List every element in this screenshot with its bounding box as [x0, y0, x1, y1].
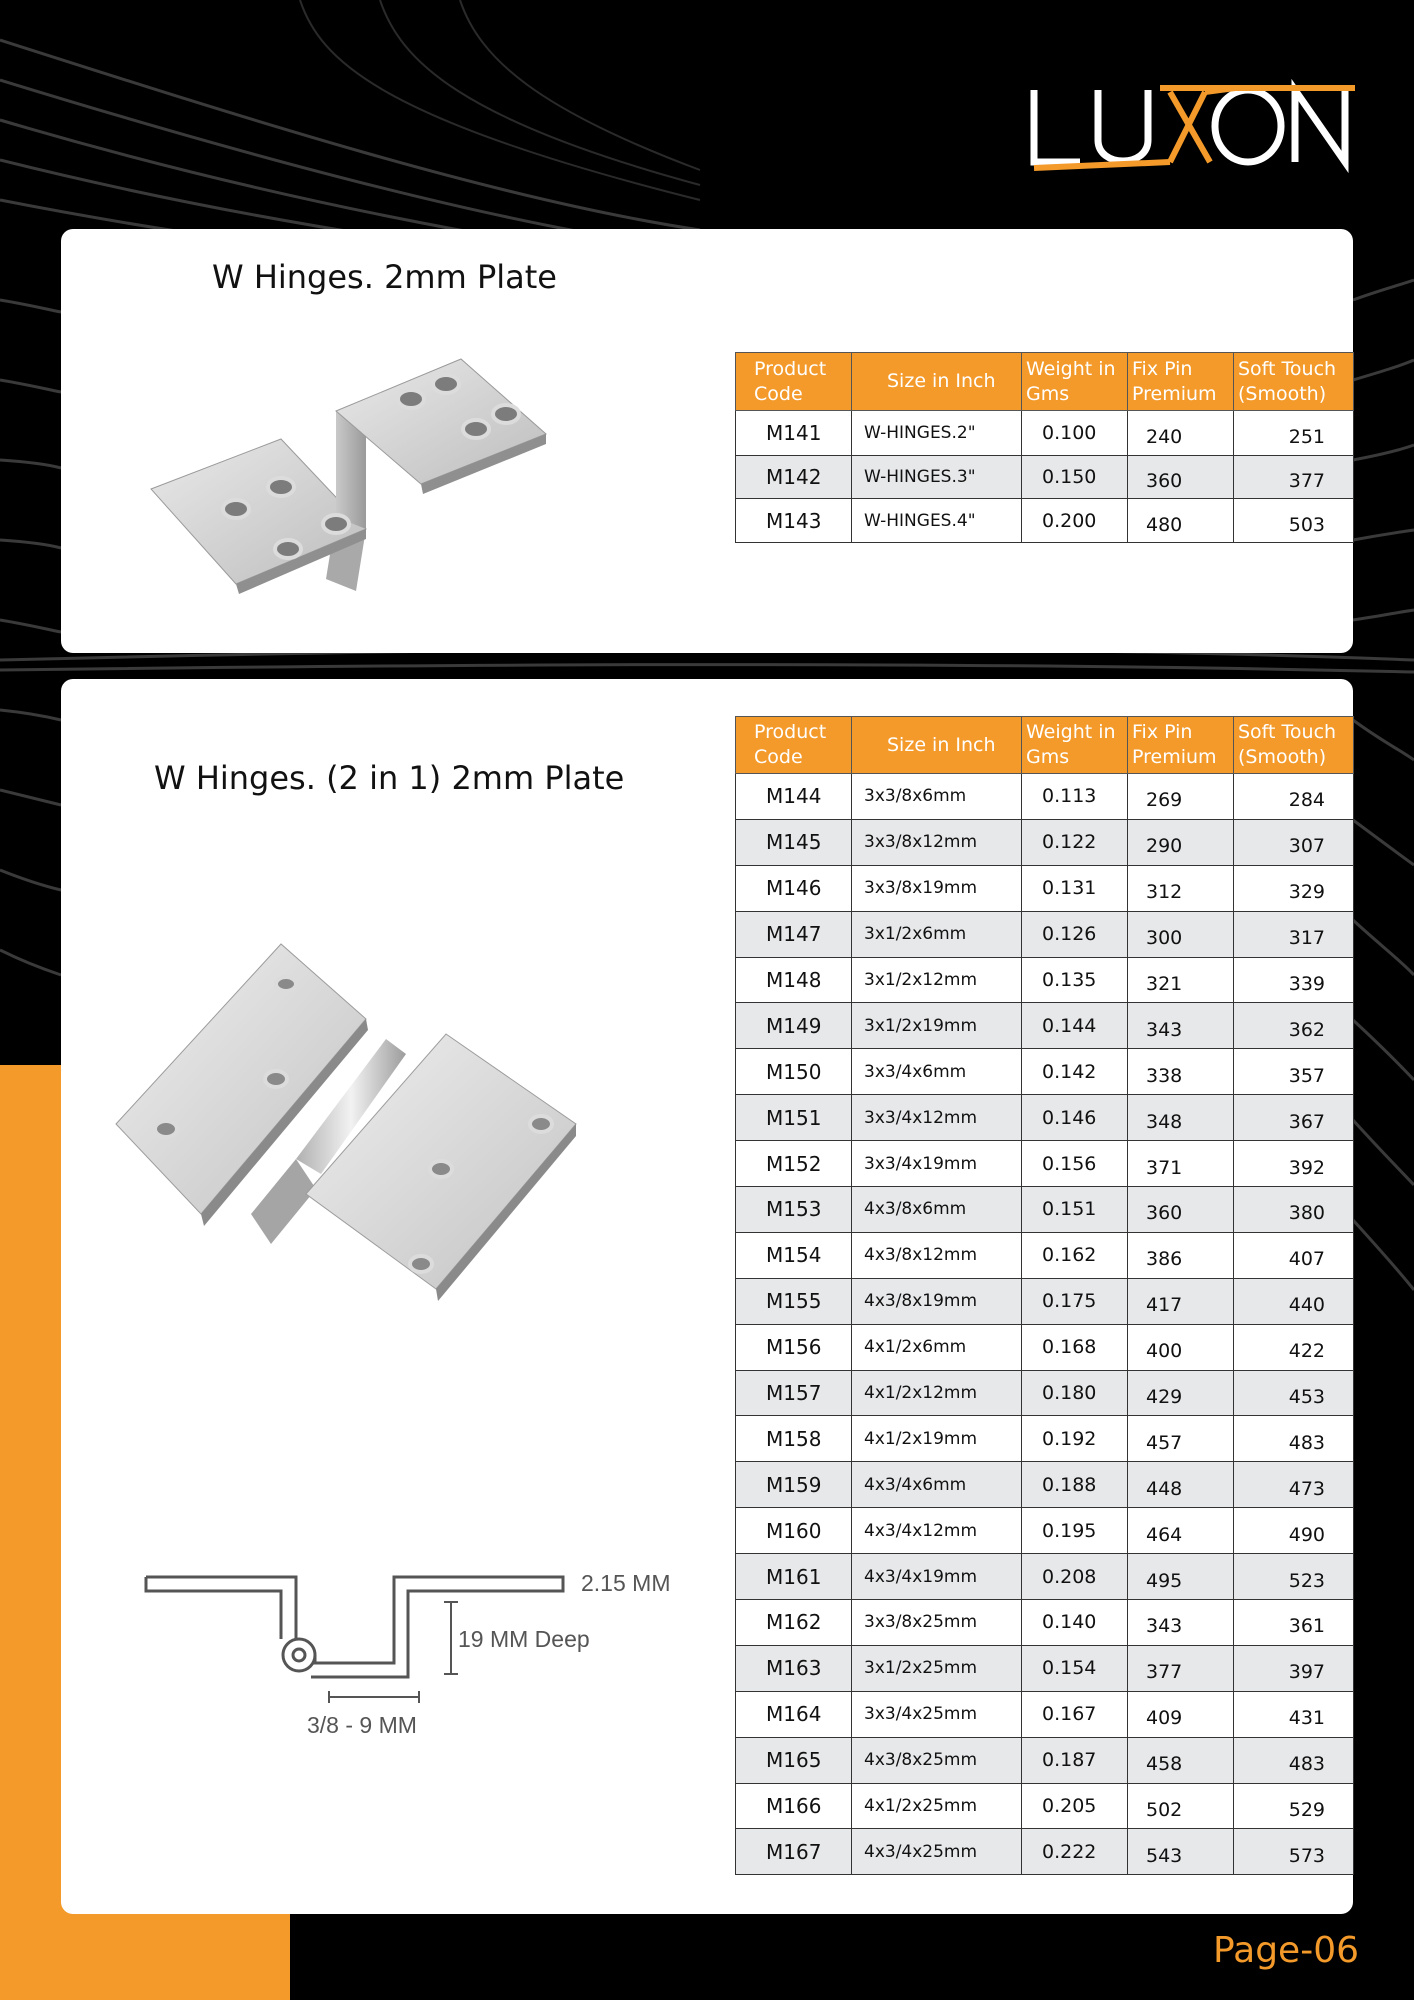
- cell-weight: 0.151: [1022, 1187, 1128, 1233]
- page-number: Page-06: [1213, 1930, 1359, 1971]
- table-row: [736, 774, 1354, 820]
- logo-text: [1030, 82, 1332, 172]
- cell-fix-pin: 290: [1128, 819, 1234, 865]
- cell-weight: 0.222: [1022, 1829, 1128, 1875]
- table-row: [736, 1829, 1354, 1875]
- table-header-row: [736, 353, 1354, 411]
- cell-code: M159: [736, 1462, 852, 1508]
- cell-soft-touch: 397: [1234, 1645, 1354, 1691]
- cell-fix-pin: 343: [1128, 1600, 1234, 1646]
- cell-fix-pin: 371: [1128, 1141, 1234, 1187]
- cell-code: M144: [736, 774, 852, 820]
- cell-weight: 0.180: [1022, 1370, 1128, 1416]
- cell-weight: 0.208: [1022, 1554, 1128, 1600]
- cell-fix-pin: 495: [1128, 1554, 1234, 1600]
- cell-weight: 0.192: [1022, 1416, 1128, 1462]
- header-product-code: Product Code: [736, 717, 852, 774]
- cell-size: 4x3/4x6mm: [852, 1462, 1022, 1508]
- cell-fix-pin: 457: [1128, 1416, 1234, 1462]
- cell-weight: 0.150: [1022, 456, 1128, 499]
- table-row: [736, 1645, 1354, 1691]
- cell-weight: 0.131: [1022, 865, 1128, 911]
- cell-weight: 0.154: [1022, 1645, 1128, 1691]
- cell-code: M142: [736, 456, 852, 499]
- cell-fix-pin: 543: [1128, 1829, 1234, 1875]
- cell-size: 3x3/4x19mm: [852, 1141, 1022, 1187]
- cell-fix-pin: 240: [1128, 411, 1234, 456]
- cell-code: M146: [736, 865, 852, 911]
- cell-weight: 0.146: [1022, 1095, 1128, 1141]
- cell-fix-pin: 386: [1128, 1232, 1234, 1278]
- table-row: [736, 1324, 1354, 1370]
- cell-code: M166: [736, 1783, 852, 1829]
- cell-weight: 0.122: [1022, 819, 1128, 865]
- table-row: [736, 1095, 1354, 1141]
- thickness-label: 2.15 MM: [581, 1570, 671, 1596]
- cell-soft-touch: 307: [1234, 819, 1354, 865]
- cell-size: 3x3/8x19mm: [852, 865, 1022, 911]
- cell-code: M158: [736, 1416, 852, 1462]
- table-header-row: [736, 717, 1354, 774]
- cell-size: 4x3/8x19mm: [852, 1278, 1022, 1324]
- table-row: [736, 1554, 1354, 1600]
- w-hinge-image: [151, 339, 621, 619]
- cell-size: 3x1/2x19mm: [852, 1003, 1022, 1049]
- cell-size: 3x3/4x12mm: [852, 1095, 1022, 1141]
- cell-fix-pin: 458: [1128, 1737, 1234, 1783]
- section-card-w-hinges-2in1: [61, 679, 1353, 1914]
- table-row: [736, 1783, 1354, 1829]
- cell-soft-touch: 473: [1234, 1462, 1354, 1508]
- table-row: [736, 1462, 1354, 1508]
- cell-fix-pin: 502: [1128, 1783, 1234, 1829]
- w-hinges-2in1-price-table: [735, 716, 1354, 1875]
- cell-size: 4x3/4x19mm: [852, 1554, 1022, 1600]
- cell-soft-touch: 367: [1234, 1095, 1354, 1141]
- cell-weight: 0.144: [1022, 1003, 1128, 1049]
- cell-size: 3x3/8x25mm: [852, 1600, 1022, 1646]
- header-product-code: Product Code: [736, 353, 852, 411]
- cell-fix-pin: 448: [1128, 1462, 1234, 1508]
- cell-weight: 0.126: [1022, 911, 1128, 957]
- cell-size: 3x3/4x6mm: [852, 1049, 1022, 1095]
- table-row: [736, 865, 1354, 911]
- w-hinges-price-table: [735, 352, 1354, 543]
- cell-code: M156: [736, 1324, 852, 1370]
- luxon-logo: [1030, 82, 1355, 172]
- table-row: [736, 1508, 1354, 1554]
- cell-size: W-HINGES.2": [852, 411, 1022, 456]
- header-soft-touch: Soft Touch (Smooth): [1234, 353, 1354, 411]
- table-row: [736, 1141, 1354, 1187]
- cell-soft-touch: 431: [1234, 1691, 1354, 1737]
- table-row: [736, 1600, 1354, 1646]
- cell-fix-pin: 429: [1128, 1370, 1234, 1416]
- table-row: [736, 957, 1354, 1003]
- table-row: [736, 1370, 1354, 1416]
- table-row: [736, 499, 1354, 543]
- cell-soft-touch: 329: [1234, 865, 1354, 911]
- table-row: [736, 1691, 1354, 1737]
- cell-size: 4x1/2x25mm: [852, 1783, 1022, 1829]
- table-row: [736, 1049, 1354, 1095]
- cell-weight: 0.188: [1022, 1462, 1128, 1508]
- cell-code: M164: [736, 1691, 852, 1737]
- cell-soft-touch: 339: [1234, 957, 1354, 1003]
- cell-soft-touch: 422: [1234, 1324, 1354, 1370]
- cell-soft-touch: 284: [1234, 774, 1354, 820]
- cell-code: M143: [736, 499, 852, 543]
- cell-fix-pin: 417: [1128, 1278, 1234, 1324]
- cell-weight: 0.162: [1022, 1232, 1128, 1278]
- cell-soft-touch: 361: [1234, 1600, 1354, 1646]
- cell-fix-pin: 409: [1128, 1691, 1234, 1737]
- depth-label: 19 MM Deep: [458, 1626, 590, 1652]
- cell-soft-touch: 251: [1234, 411, 1354, 456]
- cell-fix-pin: 400: [1128, 1324, 1234, 1370]
- cell-fix-pin: 360: [1128, 456, 1234, 499]
- section-title: W Hinges. 2mm Plate: [212, 258, 557, 296]
- cell-size: 3x1/2x25mm: [852, 1645, 1022, 1691]
- cell-soft-touch: 380: [1234, 1187, 1354, 1233]
- cell-weight: 0.200: [1022, 499, 1128, 543]
- cell-fix-pin: 377: [1128, 1645, 1234, 1691]
- table-row: [736, 1416, 1354, 1462]
- cell-code: M152: [736, 1141, 852, 1187]
- width-label: 3/8 - 9 MM: [307, 1712, 417, 1738]
- cell-size: 4x3/4x25mm: [852, 1829, 1022, 1875]
- cell-weight: 0.100: [1022, 411, 1128, 456]
- cell-size: 4x1/2x12mm: [852, 1370, 1022, 1416]
- table-row: [736, 1278, 1354, 1324]
- table-row: [736, 911, 1354, 957]
- cell-soft-touch: 362: [1234, 1003, 1354, 1049]
- cell-size: 4x3/8x25mm: [852, 1737, 1022, 1783]
- cell-weight: 0.175: [1022, 1278, 1128, 1324]
- cell-weight: 0.142: [1022, 1049, 1128, 1095]
- cell-code: M155: [736, 1278, 852, 1324]
- cell-weight: 0.156: [1022, 1141, 1128, 1187]
- table-row: [736, 1737, 1354, 1783]
- cell-code: M167: [736, 1829, 852, 1875]
- cell-soft-touch: 377: [1234, 456, 1354, 499]
- section-card-w-hinges: [61, 229, 1353, 653]
- cell-fix-pin: 348: [1128, 1095, 1234, 1141]
- cell-fix-pin: 300: [1128, 911, 1234, 957]
- header-weight: Weight in Gms: [1022, 353, 1128, 411]
- cell-code: M151: [736, 1095, 852, 1141]
- header-weight: Weight in Gms: [1022, 717, 1128, 774]
- table-row: [736, 1232, 1354, 1278]
- cell-size: 3x1/2x12mm: [852, 957, 1022, 1003]
- cell-size: 4x1/2x6mm: [852, 1324, 1022, 1370]
- header-size: Size in Inch: [852, 717, 1022, 774]
- cell-soft-touch: 529: [1234, 1783, 1354, 1829]
- cell-soft-touch: 440: [1234, 1278, 1354, 1324]
- cell-soft-touch: 483: [1234, 1737, 1354, 1783]
- cross-section-diagram: [141, 1539, 671, 1739]
- cell-size: W-HINGES.4": [852, 499, 1022, 543]
- cell-code: M165: [736, 1737, 852, 1783]
- cell-soft-touch: 573: [1234, 1829, 1354, 1875]
- table-row: [736, 411, 1354, 456]
- cell-soft-touch: 317: [1234, 911, 1354, 957]
- header-soft-touch: Soft Touch (Smooth): [1234, 717, 1354, 774]
- cell-size: W-HINGES.3": [852, 456, 1022, 499]
- cell-code: M149: [736, 1003, 852, 1049]
- table-body: [736, 774, 1354, 1875]
- cell-code: M163: [736, 1645, 852, 1691]
- cell-size: 3x3/8x12mm: [852, 819, 1022, 865]
- cell-size: 4x3/8x6mm: [852, 1187, 1022, 1233]
- cell-weight: 0.168: [1022, 1324, 1128, 1370]
- cell-code: M150: [736, 1049, 852, 1095]
- cell-soft-touch: 453: [1234, 1370, 1354, 1416]
- cell-fix-pin: 312: [1128, 865, 1234, 911]
- cell-soft-touch: 503: [1234, 499, 1354, 543]
- cell-weight: 0.205: [1022, 1783, 1128, 1829]
- cell-size: 4x3/4x12mm: [852, 1508, 1022, 1554]
- cell-code: M162: [736, 1600, 852, 1646]
- cell-code: M153: [736, 1187, 852, 1233]
- cell-code: M147: [736, 911, 852, 957]
- table-row: [736, 1003, 1354, 1049]
- w-hinge-2in1-image: [116, 944, 676, 1344]
- cell-fix-pin: 343: [1128, 1003, 1234, 1049]
- header-fix-pin: Fix Pin Premium: [1128, 717, 1234, 774]
- cell-fix-pin: 269: [1128, 774, 1234, 820]
- cell-weight: 0.187: [1022, 1737, 1128, 1783]
- cell-code: M145: [736, 819, 852, 865]
- cell-code: M160: [736, 1508, 852, 1554]
- cell-weight: 0.135: [1022, 957, 1128, 1003]
- cell-weight: 0.113: [1022, 774, 1128, 820]
- cell-fix-pin: 360: [1128, 1187, 1234, 1233]
- cell-code: M154: [736, 1232, 852, 1278]
- cell-code: M141: [736, 411, 852, 456]
- cell-fix-pin: 480: [1128, 499, 1234, 543]
- cell-fix-pin: 464: [1128, 1508, 1234, 1554]
- cell-code: M148: [736, 957, 852, 1003]
- table-row: [736, 819, 1354, 865]
- cell-soft-touch: 523: [1234, 1554, 1354, 1600]
- cell-size: 3x3/8x6mm: [852, 774, 1022, 820]
- cell-soft-touch: 490: [1234, 1508, 1354, 1554]
- cell-soft-touch: 392: [1234, 1141, 1354, 1187]
- cell-soft-touch: 357: [1234, 1049, 1354, 1095]
- cell-fix-pin: 321: [1128, 957, 1234, 1003]
- cell-size: 4x3/8x12mm: [852, 1232, 1022, 1278]
- cell-weight: 0.167: [1022, 1691, 1128, 1737]
- table-row: [736, 456, 1354, 499]
- table-row: [736, 1187, 1354, 1233]
- section-title: W Hinges. (2 in 1) 2mm Plate: [154, 759, 625, 797]
- cell-soft-touch: 407: [1234, 1232, 1354, 1278]
- header-fix-pin: Fix Pin Premium: [1128, 353, 1234, 411]
- cell-soft-touch: 483: [1234, 1416, 1354, 1462]
- cell-size: 3x3/4x25mm: [852, 1691, 1022, 1737]
- cell-size: 3x1/2x6mm: [852, 911, 1022, 957]
- cell-weight: 0.195: [1022, 1508, 1128, 1554]
- header-size: Size in Inch: [852, 353, 1022, 411]
- cell-fix-pin: 338: [1128, 1049, 1234, 1095]
- cell-code: M157: [736, 1370, 852, 1416]
- cell-size: 4x1/2x19mm: [852, 1416, 1022, 1462]
- cell-weight: 0.140: [1022, 1600, 1128, 1646]
- cell-code: M161: [736, 1554, 852, 1600]
